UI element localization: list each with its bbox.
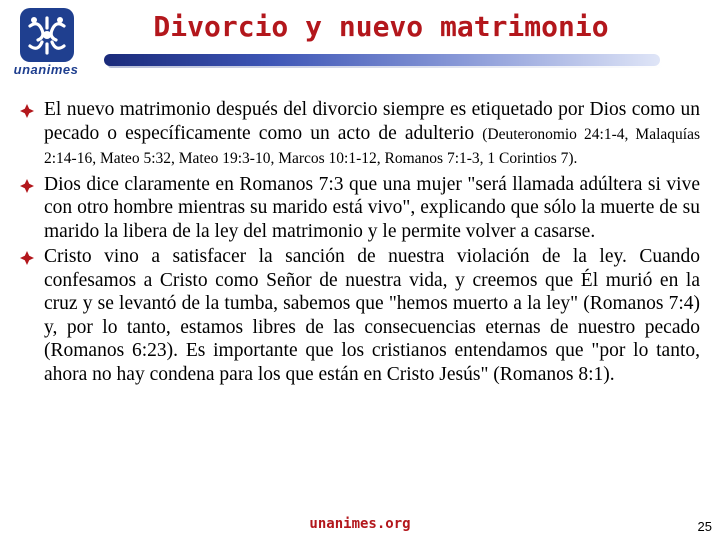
bullet-list bbox=[18, 98, 700, 388]
title-underline-bar bbox=[104, 54, 660, 66]
bullet-text: Dios dice claramente en Romanos 7:3 que una mujer "será llamada adúltera si vive con otro hombre mientras su marido está vivo", explicando que sólo la muerte de su marido la libera de la ley del matrimonio y le permite volver a casarse. bbox=[44, 173, 700, 242]
bullet-text: Cristo vino a satisfacer la sanción de nuestra violación de la ley. Cuando confesamos a Cristo como Señor de nuestra vida, y creemos que Él murió en la cruz y se levantó de la tumba, sabemos que "hemos muerto a la ley" (Romanos 7:4) y, por lo tanto, estamos libres de las consecuencias eternas de nuestro pecado (Romanos 6:23). Es importante que los cristianos entendamos que "por lo tanto, ahora no hay condena para los que están en Cristo Jesús" (Romanos 8:1). bbox=[44, 246, 700, 385]
unanimes-logo-icon bbox=[18, 6, 76, 64]
footer-url[interactable]: unanimes.org bbox=[309, 516, 411, 532]
bullet-text: El nuevo matrimonio después del divorcio siempre es etiquetado por Dios como un pecado o específicamente como un acto de adulterio bbox=[44, 99, 700, 144]
bullet-item bbox=[18, 173, 700, 244]
diamond-bullet-icon bbox=[20, 104, 34, 118]
diamond-bullet-icon bbox=[20, 179, 34, 193]
bullet-item bbox=[18, 245, 700, 386]
logo-wordmark: unanimes bbox=[13, 62, 79, 77]
diamond-bullet-icon bbox=[20, 251, 34, 265]
bullet-reference: (Deuteronomio 24:1-4, Malaquías 2:14-16, Mateo 5:32, Mateo 19:3-10, Marcos 10:1-12, Romanos 7:1-3, 1 Corintios 7). bbox=[44, 125, 701, 167]
page-number: 25 bbox=[697, 519, 712, 534]
slide-title: Divorcio y nuevo matrimonio bbox=[153, 10, 609, 43]
bullet-item bbox=[18, 98, 700, 171]
unanimes-logo bbox=[10, 6, 82, 78]
